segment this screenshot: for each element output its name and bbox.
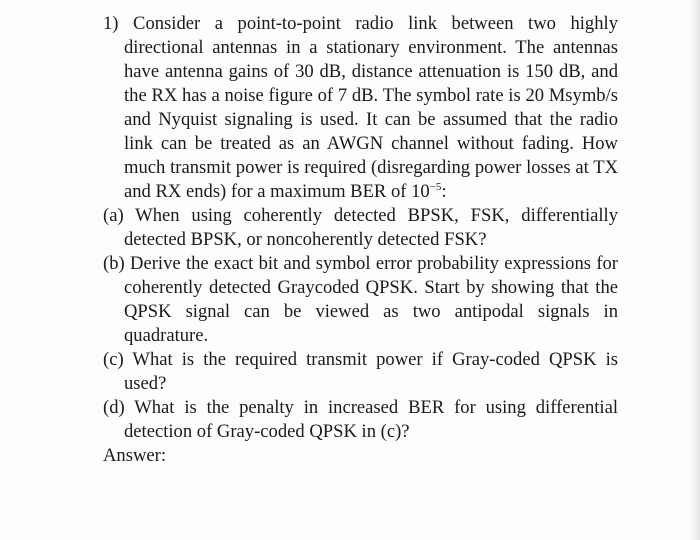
part-text: Derive the exact bit and symbol error probability expressions for coherently detected Graycoded QPSK. Start by showing that the QPSK signal can be viewed as two antipodal signals in quadrature. bbox=[124, 253, 618, 346]
part-a bbox=[103, 204, 618, 252]
page-edge-shadow bbox=[690, 0, 700, 540]
part-label: (a) bbox=[103, 205, 124, 226]
answer-label: Answer: bbox=[103, 445, 166, 466]
problem-text-end: : bbox=[441, 181, 447, 202]
part-text: What is the penalty in increased BER for using differential detection of Gray-coded QPSK in (c)? bbox=[124, 397, 619, 442]
ber-exponent: −5 bbox=[429, 181, 442, 193]
part-label: (d) bbox=[103, 397, 125, 418]
problem-number: 1) bbox=[103, 13, 119, 34]
part-d bbox=[103, 396, 618, 444]
part-label: (c) bbox=[103, 349, 124, 370]
part-b bbox=[103, 252, 618, 348]
problem-text: Consider a point-to-point radio link between two highly directional antennas in a stationary environment. The antennas have antenna gains of 30 dB, distance attenuation is 150 dB, and the RX has a noise figure of 7 dB. The symbol rate is 20 Msymb/s and Nyquist signaling is used. It can be assumed that the radio link can be treated as an AWGN channel without fading. How much transmit power is required (disregarding power losses at TX and RX ends) for a maximum BER of 10 bbox=[124, 13, 618, 202]
part-c bbox=[103, 348, 618, 396]
part-text: When using coherently detected BPSK, FSK, differentially detected BPSK, or noncoherently detected FSK? bbox=[124, 205, 618, 250]
part-text: What is the required transmit power if Gray-coded QPSK is used? bbox=[124, 349, 619, 394]
problem-statement bbox=[103, 12, 618, 204]
part-label: (b) bbox=[103, 253, 125, 274]
problem-document bbox=[103, 12, 618, 468]
